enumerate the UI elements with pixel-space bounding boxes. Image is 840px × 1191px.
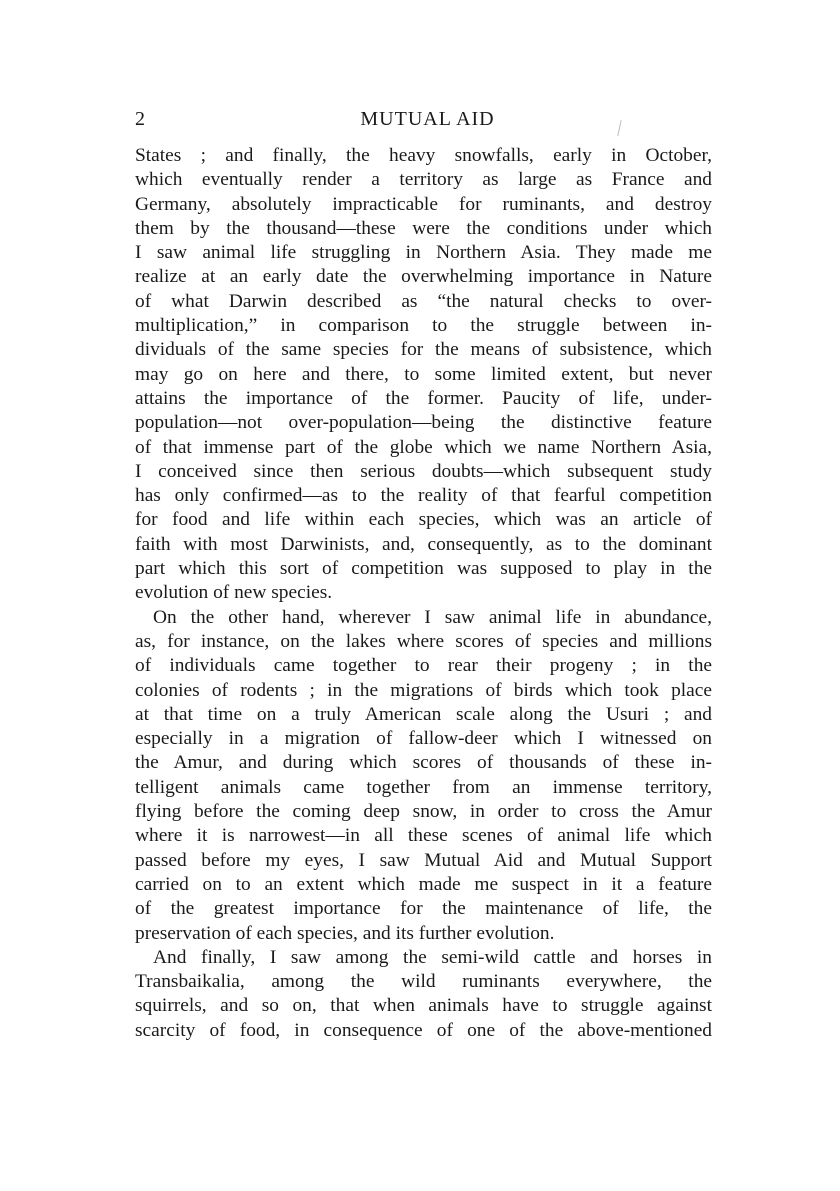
text-line: scarcity of food, in consequence of one of the above-mentioned bbox=[135, 1019, 712, 1041]
text-line: colonies of rodents ; in the migrations of birds which took place bbox=[135, 679, 712, 701]
text-line: States ; and finally, the heavy snowfalls, early in October, bbox=[135, 145, 712, 166]
text-line: flying before the coming deep snow, in order to cross the Amur bbox=[135, 801, 712, 823]
text-line: Germany, absolutely impracticable for ruminants, and destroy bbox=[135, 193, 712, 215]
text-line: Transbaikalia, among the wild ruminants everywhere, the bbox=[135, 971, 712, 993]
text-line: which eventually render a territory as large as France and bbox=[135, 169, 712, 191]
body-text bbox=[135, 144, 712, 1043]
text-line: carried on to an extent which made me suspect in it a feature bbox=[135, 873, 712, 895]
text-line: dividuals of the same species for the means of subsistence, which bbox=[135, 339, 712, 361]
text-line: of individuals came together to rear their progeny ; in the bbox=[135, 655, 712, 677]
text-line: especially in a migration of fallow-deer which I witnessed on bbox=[135, 728, 712, 750]
text-line: I saw animal life struggling in Northern Asia. They made me bbox=[135, 242, 712, 264]
text-line: for food and life within each species, which was an article of bbox=[135, 509, 712, 531]
running-head bbox=[135, 106, 712, 132]
text-line: faith with most Darwinists, and, consequently, as to the dominant bbox=[135, 533, 712, 555]
text-line: telligent animals came together from an immense territory, bbox=[135, 776, 712, 798]
text-line: multiplication,” in comparison to the struggle between in- bbox=[135, 315, 712, 337]
text-line: realize at an early date the overwhelming importance in Nature bbox=[135, 266, 712, 288]
page-number: 2 bbox=[135, 108, 145, 130]
text-line: of that immense part of the globe which we name Northern Asia, bbox=[135, 436, 712, 458]
paragraph bbox=[135, 946, 712, 1043]
text-line: of the greatest importance for the maintenance of life, the bbox=[135, 898, 712, 920]
text-line: as, for instance, on the lakes where scores of species and millions bbox=[135, 630, 712, 652]
text-line: them by the thousand—these were the conditions under which bbox=[135, 217, 712, 239]
text-line: squirrels, and so on, that when animals have to struggle against bbox=[135, 995, 712, 1017]
text-line: of what Darwin described as “the natural checks to over- bbox=[135, 290, 712, 312]
text-line: I conceived since then serious doubts—which subsequent study bbox=[135, 460, 712, 482]
book-page bbox=[135, 106, 712, 1043]
text-line: may go on here and there, to some limited extent, but never bbox=[135, 363, 712, 385]
text-line: part which this sort of competition was supposed to play in the bbox=[135, 558, 712, 580]
text-line: passed before my eyes, I saw Mutual Aid and Mutual Support bbox=[135, 849, 712, 871]
paragraph bbox=[135, 144, 712, 606]
text-line: preservation of each species, and its further evolution. bbox=[135, 922, 555, 944]
paragraph bbox=[135, 606, 712, 946]
text-line: And finally, I saw among the semi-wild cattle and horses in bbox=[153, 946, 712, 968]
text-line: at that time on a truly American scale along the Usuri ; and bbox=[135, 703, 712, 725]
text-line: population—not over-population—being the distinctive feature bbox=[135, 412, 712, 434]
text-line: where it is narrowest—in all these scenes of animal life which bbox=[135, 825, 712, 847]
text-line: the Amur, and during which scores of thousands of these in- bbox=[135, 752, 712, 774]
running-title: MUTUAL AID bbox=[360, 108, 495, 130]
text-line: On the other hand, wherever I saw animal life in abundance, bbox=[153, 606, 712, 628]
text-line: evolution of new species. bbox=[135, 582, 333, 604]
text-line: has only confirmed—as to the reality of that fearful competition bbox=[135, 485, 712, 507]
text-line: attains the importance of the former. Paucity of life, under- bbox=[135, 387, 712, 409]
